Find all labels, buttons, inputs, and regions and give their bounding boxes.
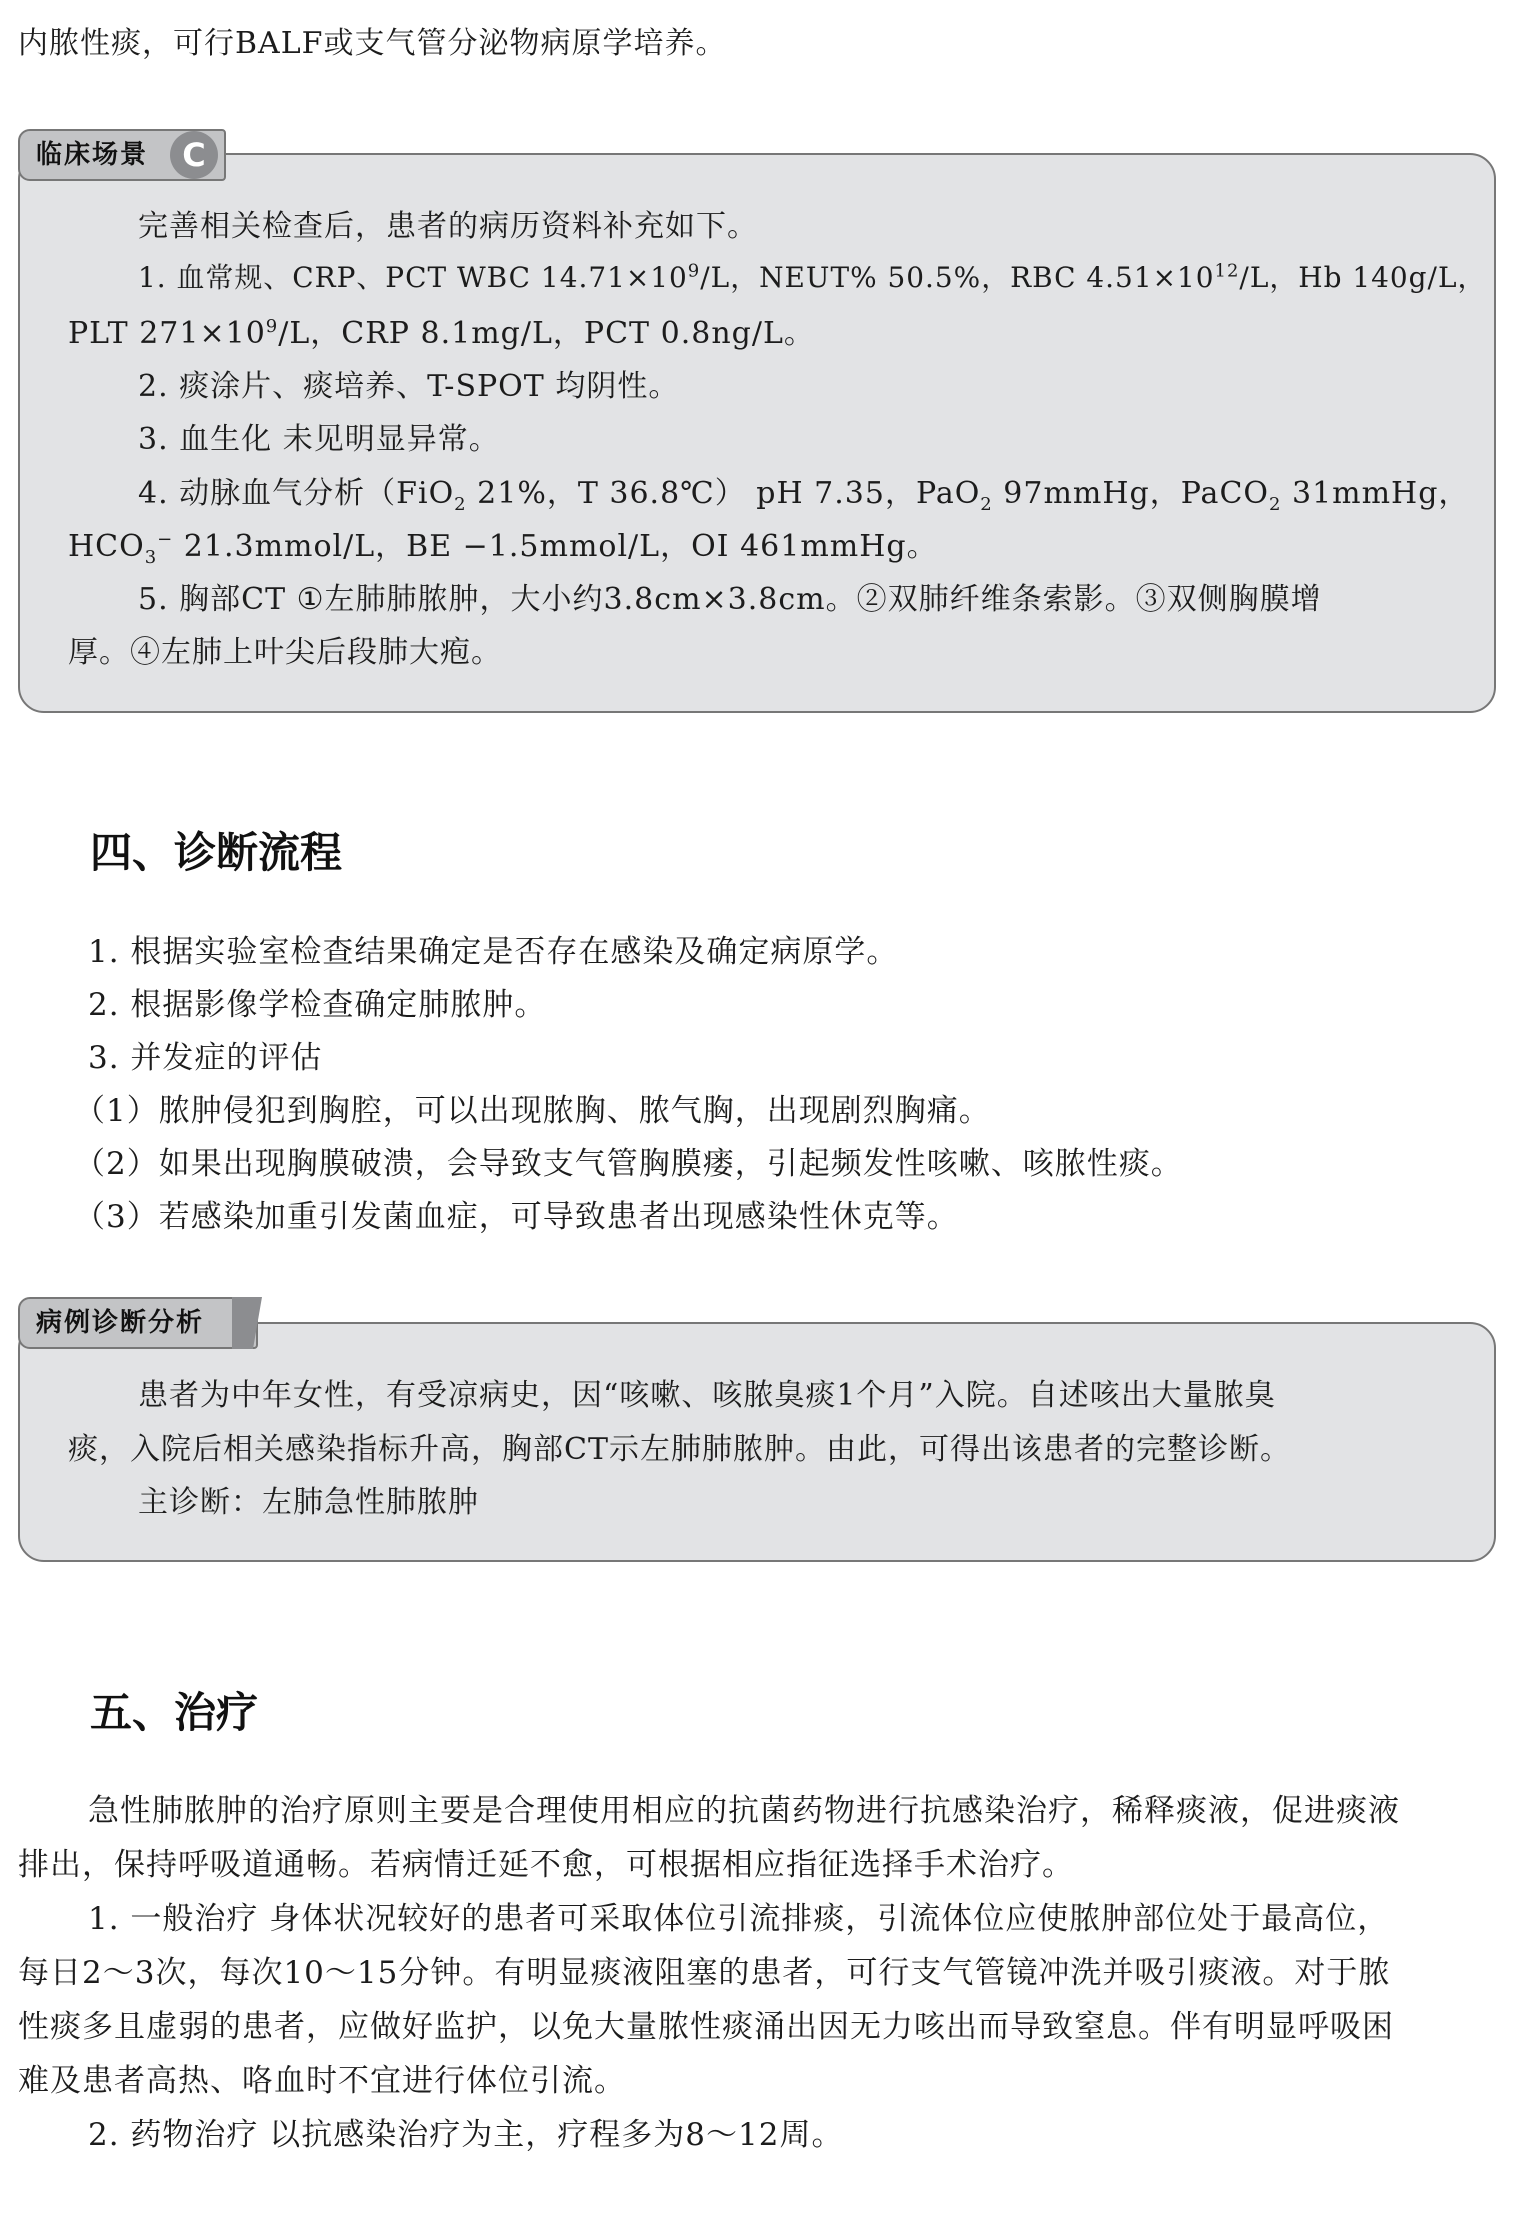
- section-5-line: 排出，保持呼吸道通畅。若病情迁延不愈，可根据相应指征选择手术治疗。: [18, 1847, 1074, 1883]
- scenario-item-5-cont: 厚。④左肺上叶尖后段肺大疱。: [68, 635, 502, 670]
- section-5-title: 五、治疗: [90, 1688, 259, 1737]
- scenario-item-3: 3. 血生化 未见明显异常。: [138, 422, 500, 457]
- section-5-line: 难及患者高热、咯血时不宜进行体位引流。: [18, 2063, 626, 2099]
- section-5-line: 1. 一般治疗 身体状况较好的患者可采取体位引流排痰，引流体位应使脓肿部位处于最高位，: [88, 1901, 1390, 1937]
- clinical-scenario-tag: 临床场景: [18, 129, 226, 181]
- section-5-line: 每日2～3次，每次10～15分钟。有明显痰液阻塞的患者，可行支气管镜冲洗并吸引痰液。对于脓: [18, 1955, 1391, 1991]
- section-4-line: （3）若感染加重引发菌血症，可导致患者出现感染性休克等。: [74, 1199, 959, 1235]
- clinical-scenario-box: [18, 153, 1496, 713]
- scenario-intro: 完善相关检查后，患者的病历资料补充如下。: [138, 209, 758, 244]
- intro-line: 内脓性痰，可行BALF或支气管分泌物病原学培养。: [18, 26, 727, 61]
- scenario-letter-badge: C: [170, 131, 218, 179]
- scenario-item-5: 5. 胸部CT ①左肺肺脓肿，大小约3.8cm×3.8cm。②双肺纤维条索影。③双侧胸膜增: [138, 582, 1322, 617]
- section-4-line: 3. 并发症的评估: [88, 1040, 323, 1076]
- section-4-line: （1）脓肿侵犯到胸腔，可以出现脓胸、脓气胸，出现剧烈胸痛。: [74, 1093, 991, 1129]
- scenario-item-4: 4. 动脉血气分析（FiO$_2$ 21%，T 36.8℃） pH 7.35，PaO$_2$ 97mmHg，PaCO$_2$ 31mmHg，: [138, 476, 1470, 515]
- section-4-line: （2）如果出现胸膜破溃，会导致支气管胸膜瘘，引起频发性咳嗽、咳脓性痰。: [74, 1146, 1183, 1182]
- case-analysis-line: 痰，入院后相关感染指标升高，胸部CT示左肺肺脓肿。由此，可得出该患者的完整诊断。: [68, 1432, 1291, 1467]
- case-analysis-line: 患者为中年女性，有受凉病史，因“咳嗽、咳脓臭痰1个月”入院。自述咳出大量脓臭: [138, 1378, 1276, 1413]
- section-5-line: 性痰多且虚弱的患者，应做好监护，以免大量脓性痰涌出因无力咳出而导致窒息。伴有明显呼吸困: [18, 2009, 1394, 2045]
- scenario-item-1-cont: PLT $271\times 10^9/L$，CRP 8.1mg/L，PCT 0.8ng/L。: [68, 316, 815, 351]
- section-5-line: 急性肺脓肿的治疗原则主要是合理使用相应的抗菌药物进行抗感染治疗，稀释痰液，促进痰液: [88, 1793, 1400, 1829]
- main-diagnosis: 主诊断：左肺急性肺脓肿: [138, 1485, 479, 1520]
- scenario-item-4-cont: $HCO_3^-$ 21.3mmol/L，BE −1.5mmol/L，OI 461mmHg。: [68, 529, 938, 568]
- section-5-line: 2. 药物治疗 以抗感染治疗为主，疗程多为8～12周。: [88, 2117, 844, 2153]
- case-analysis-tag: 病例诊断分析: [18, 1297, 258, 1349]
- scenario-item-1: 1. 血常规、CRP、PCT WBC $14.71\times 10^9/L$，NEUT% 50.5%，RBC $4.51\times 10^{12}/L$，Hb 140g/L，: [138, 260, 1487, 294]
- section-4-line: 2. 根据影像学检查确定肺脓肿。: [88, 987, 547, 1023]
- scenario-item-2: 2. 痰涂片、痰培养、T-SPOT 均阴性。: [138, 369, 680, 404]
- section-4-line: 1. 根据实验室检查结果确定是否存在感染及确定病原学。: [88, 934, 899, 970]
- section-4-title: 四、诊断流程: [90, 828, 343, 877]
- case-analysis-box: [18, 1322, 1496, 1562]
